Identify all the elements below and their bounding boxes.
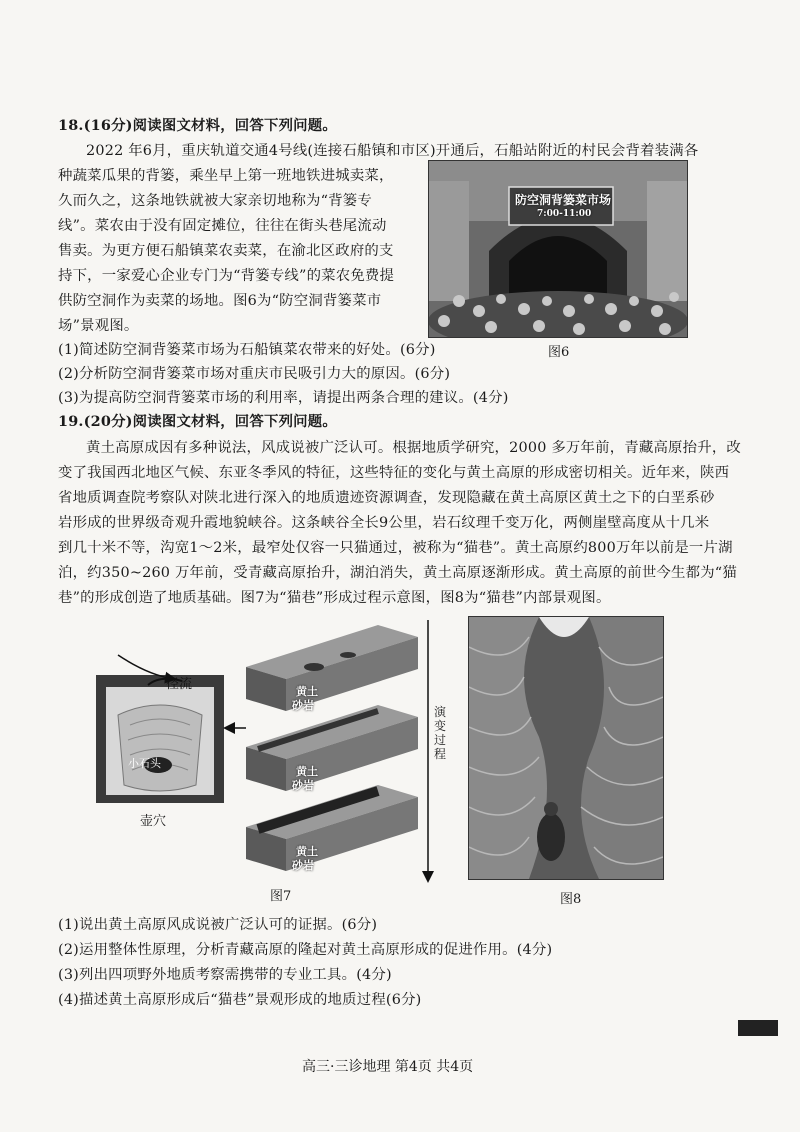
q19-para-line: 省地质调查院考察队对陕北进行深入的地质遗迹资源调查，发现隐藏在黄土高原区黄土之下的白垩系砂 — [58, 490, 715, 506]
sandstone-label: 砂岩 — [292, 699, 314, 712]
process-label: 演变过程 — [434, 705, 447, 761]
block-stage-1 — [246, 625, 418, 711]
q18-para-line: 供防空洞作为卖菜的场地。图6为“防空洞背篓菜市 — [58, 293, 382, 309]
q18-para-line: 持下，一家爱心企业专门为“背篓专线”的菜农免费提 — [58, 268, 395, 284]
figure-6-market-photo — [428, 160, 688, 338]
q19-para-line: 泊，约350~260 万年前，受青藏高原抬升，湖泊消失，黄土高原逐渐形成。黄土高原的前世今生都为“猫 — [58, 565, 737, 581]
q19-question-1: (1)说出黄土高原风成说被广泛认可的证据。(6分) — [58, 917, 378, 933]
sandstone-label: 砂岩 — [292, 779, 314, 792]
pebble-label: 小石头 — [128, 757, 161, 770]
q18-question-3: (3)为提高防空洞背篓菜市场的利用率，请提出两条合理的建议。(4分) — [58, 390, 509, 406]
market-hours-text: 7:00-11:00 — [537, 209, 592, 219]
q18-para-line: 种蔬菜瓜果的背篓，乘坐早上第一班地铁进城卖菜， — [58, 168, 394, 184]
q19-question-2: (2)运用整体性原理，分析青藏高原的隆起对黄土高原形成的促进作用。(4分) — [58, 942, 553, 958]
loess-label: 黄土 — [296, 685, 318, 698]
pothole-label: 壶穴 — [140, 814, 167, 829]
block-stage-3 — [246, 785, 418, 871]
canyon-photo-illustration — [469, 617, 663, 879]
q19-para-line: 巷”的形成创造了地质基础。图7为“猫巷”形成过程示意图，图8为“猫巷”内部景观图。 — [58, 590, 611, 606]
market-sign-text: 防空洞背篓菜市场 — [515, 193, 612, 207]
page-footer: 高三·三诊地理 第4页 共4页 — [302, 1059, 474, 1075]
market-photo-illustration — [429, 161, 687, 337]
block-stage-2 — [246, 705, 418, 791]
q19-question-3: (3)列出四项野外地质考察需携带的专业工具。(4分) — [58, 967, 392, 983]
q19-heading: 19.(20分)阅读图文材料，回答下列问题。 — [58, 413, 337, 430]
q19-para-line: 黄土高原成因有多种说法，风成说被广泛认可。根据地质学研究，2000 多万年前，青藏高原抬升，改 — [86, 440, 742, 456]
sandstone-label: 砂岩 — [292, 859, 314, 872]
page-edge-mark — [738, 1020, 778, 1036]
q18-para-line: 线”。菜农由于没有固定摊位，往往在街头巷尾流动 — [58, 218, 387, 234]
figure-7-diagram — [78, 615, 458, 895]
figure-8-caption: 图8 — [560, 892, 582, 907]
q19-question-4: (4)描述黄土高原形成后“猫巷”景观形成的地质过程(6分) — [58, 992, 422, 1008]
figure-7-caption: 图7 — [270, 889, 292, 904]
q18-para-line: 售卖。为更方便石船镇菜农卖菜，在渝北区政府的支 — [58, 243, 394, 259]
q18-question-2: (2)分析防空洞背篓菜市场对重庆市民吸引力大的原因。(6分) — [58, 366, 451, 382]
q18-heading: 18.(16分)阅读图文材料，回答下列问题。 — [58, 117, 337, 134]
runoff-label: 径流 — [166, 677, 193, 692]
q19-para-line: 变了我国西北地区气候、东亚冬季风的特征，这些特征的变化与黄土高原的形成密切相关。近年来，陕西 — [58, 465, 730, 481]
q19-para-line: 岩形成的世界级奇观升霞地貌峡谷。这条峡谷全长9公里，岩石纹理千变万化，两侧崖壁高度从十几米 — [58, 515, 710, 531]
q18-para-line: 久而久之，这条地铁就被大家亲切地称为“背篓专 — [58, 193, 372, 209]
q18-para-line: 2022 年6月，重庆轨道交通4号线(连接石船镇和市区)开通后，石船站附近的村民会背着装满各 — [86, 143, 699, 159]
figure-8-canyon-photo — [468, 616, 664, 880]
q19-para-line: 到几十米不等，沟宽1～2米，最窄处仅容一只猫通过，被称为“猫巷”。黄土高原约800万年以前是一片湖 — [58, 540, 733, 556]
loess-label: 黄土 — [296, 845, 318, 858]
figure-6-caption: 图6 — [548, 345, 570, 360]
q18-question-1: (1)简述防空洞背篓菜市场为石船镇菜农带来的好处。(6分) — [58, 342, 436, 358]
q18-para-line: 场”景观图。 — [58, 318, 139, 334]
loess-label: 黄土 — [296, 765, 318, 778]
